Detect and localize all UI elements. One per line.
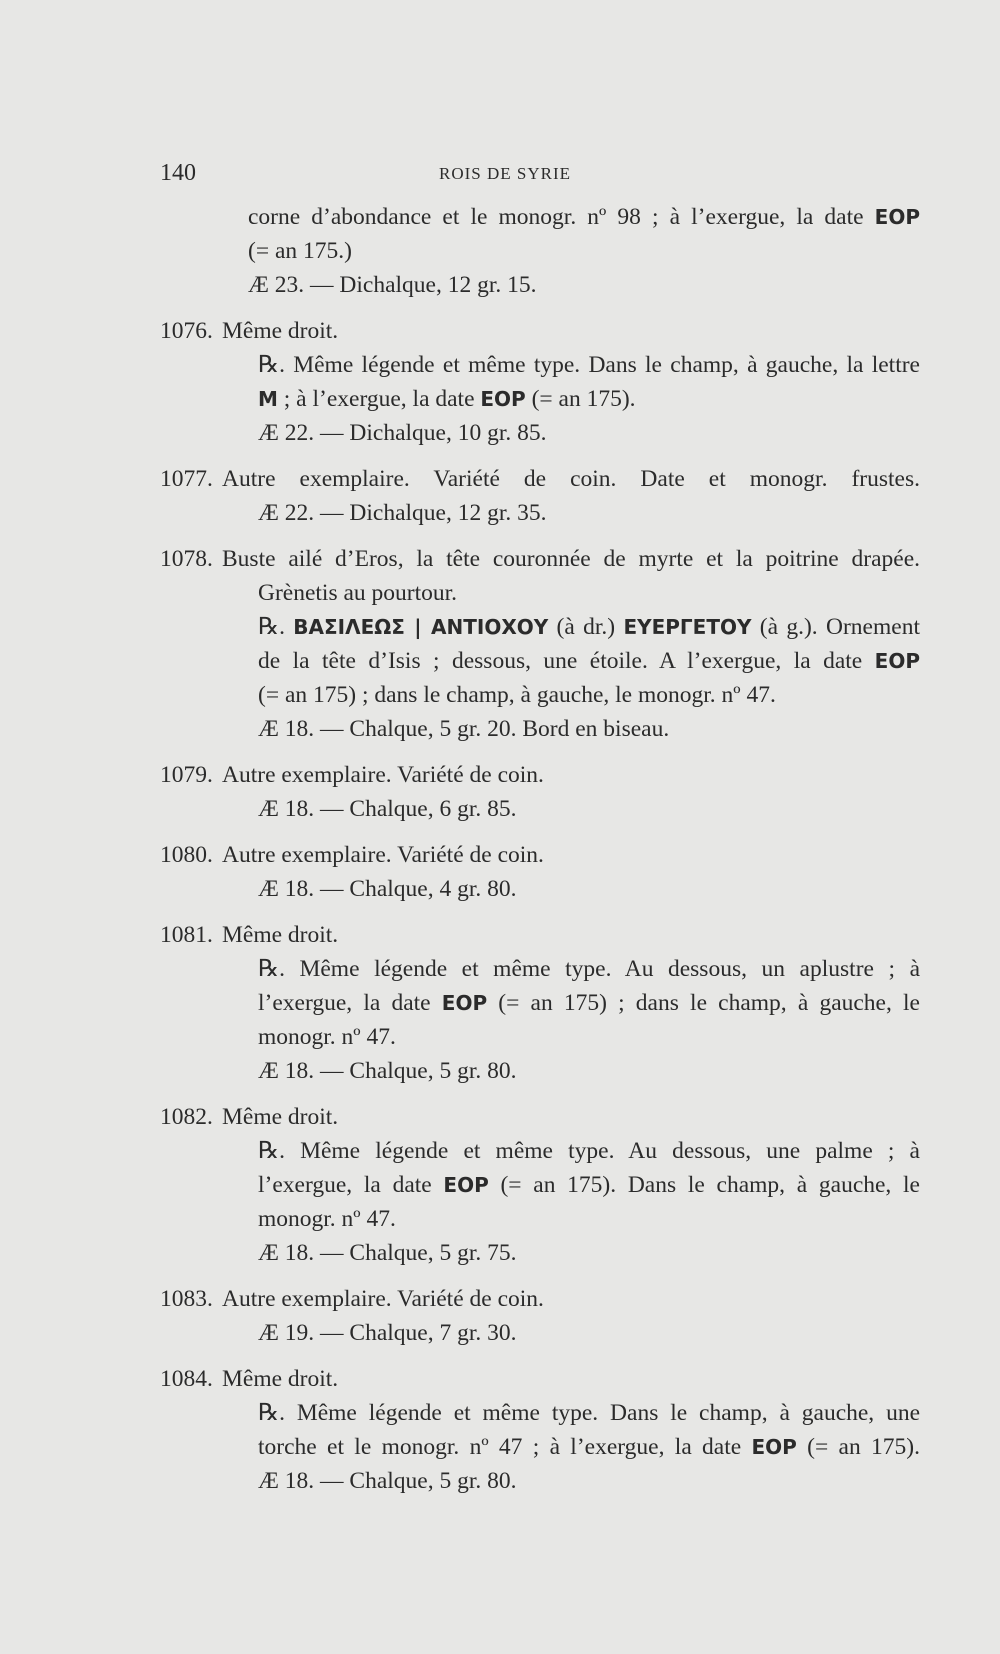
entry-text: (à g.). Ornement — [751, 614, 920, 640]
entry-line — [160, 496, 920, 530]
entry-text: Æ 18. — Chalque, 5 gr. 80. — [258, 1058, 517, 1084]
entry-number: 1082. — [160, 1104, 213, 1130]
entry-text: Autre exemplaire. Variété de coin. — [222, 842, 544, 868]
greek-legend: EOP — [480, 387, 526, 411]
entry-line — [160, 1020, 920, 1054]
greek-legend: EOP — [441, 991, 488, 1015]
entry-line — [160, 678, 920, 712]
entry-line — [160, 1396, 920, 1430]
catalogue-entry-1082 — [160, 1100, 920, 1270]
entry-line — [160, 416, 920, 450]
entry-text: Æ 18. — Chalque, 6 gr. 85. — [258, 796, 517, 822]
entry-number: 1084. — [160, 1366, 213, 1392]
entry-text: Æ 23. — Dichalque, 12 gr. 15. — [248, 272, 537, 298]
entry-line — [160, 542, 920, 576]
entry-line — [160, 576, 920, 610]
greek-legend: EOP — [874, 205, 920, 229]
greek-legend: EOP — [443, 1173, 489, 1197]
entry-line — [160, 314, 920, 348]
entry-text: Même droit. — [222, 1366, 339, 1392]
entry-line — [160, 872, 920, 906]
greek-legend: M — [258, 387, 278, 411]
page-header — [160, 160, 850, 190]
entry-number: 1078. — [160, 546, 213, 572]
entry-text: (= an 175) ; dans le champ, à gauche, le — [487, 990, 920, 1016]
running-title: ROIS DE SYRIE — [438, 164, 571, 183]
entry-line — [160, 1464, 920, 1498]
entry-text: Æ 22. — Dichalque, 10 gr. 85. — [258, 420, 547, 446]
entry-text: torche et le monogr. nº 47 ; à l’exergue, la date — [258, 1434, 752, 1460]
entry-text: Æ 18. — Chalque, 5 gr. 80. — [258, 1468, 517, 1494]
catalogue-entry-1077 — [160, 462, 920, 530]
entry-line — [160, 1054, 920, 1088]
entry-line — [160, 200, 920, 234]
entry-text: Æ 19. — Chalque, 7 gr. 30. — [258, 1320, 517, 1346]
entry-text: Æ 18. — Chalque, 4 gr. 80. — [258, 876, 517, 902]
entry-text: Æ 18. — Chalque, 5 gr. 20. Bord en biseau. — [258, 716, 670, 742]
catalogue-entry-1078 — [160, 542, 920, 746]
entry-text: Même droit. — [222, 922, 339, 948]
entry-line — [160, 644, 920, 678]
entry-line — [160, 838, 920, 872]
catalogue-entry-1083 — [160, 1282, 920, 1350]
greek-legend: EOP — [874, 649, 920, 673]
entry-text: ℞. Même légende et même type. Dans le champ, à gauche, la lettre — [258, 352, 920, 378]
entry-text: Æ 22. — Dichalque, 12 gr. 35. — [258, 500, 547, 526]
catalogue-entry-1080 — [160, 838, 920, 906]
entry-line — [160, 348, 920, 382]
entry-text: corne d’abondance et le monogr. nº 98 ; à l’exergue, la date — [248, 204, 875, 230]
entry-line — [160, 758, 920, 792]
entry-number: 1077. — [160, 466, 213, 492]
entry-text: ℞. Même légende et même type. Dans le champ, à gauche, une — [258, 1400, 920, 1426]
entry-number: 1080. — [160, 842, 213, 868]
entry-text: (= an 175) ; dans le champ, à gauche, le monogr. nº 47. — [258, 682, 776, 708]
entry-text: Autre exemplaire. Variété de coin. Date et monogr. frustes. — [222, 466, 920, 492]
entry-line — [160, 1168, 920, 1202]
entry-text: l’exergue, la date — [258, 1172, 444, 1198]
entry-text: monogr. nº 47. — [258, 1024, 396, 1050]
entry-text: Même droit. — [222, 1104, 339, 1130]
entry-text: Grènetis au pourtour. — [258, 580, 458, 606]
entry-text: Même droit. — [222, 318, 339, 344]
catalogue-entry-1079 — [160, 758, 920, 826]
entry-line — [160, 268, 920, 302]
entry-text: ; à l’exergue, la date — [277, 386, 481, 412]
entry-line — [160, 1134, 920, 1168]
catalogue-entries — [160, 200, 920, 1510]
greek-legend: EOP — [751, 1435, 797, 1459]
entry-text: ℞. — [258, 614, 294, 640]
entry-line — [160, 1100, 920, 1134]
entry-line — [160, 382, 920, 416]
entry-number: 1083. — [160, 1286, 213, 1312]
entry-text: Buste ailé d’Eros, la tête couronnée de myrte et la poitrine drapée. — [222, 546, 920, 572]
entry-line — [160, 986, 920, 1020]
entry-text: (= an 175). — [525, 386, 636, 412]
entry-text: Æ 18. — Chalque, 5 gr. 75. — [258, 1240, 517, 1266]
entry-text: (= an 175.) — [248, 238, 352, 264]
entry-number: 1079. — [160, 762, 213, 788]
entry-text: ℞. Même légende et même type. Au dessous, une palme ; à — [258, 1138, 920, 1164]
entry-line — [160, 792, 920, 826]
entry-line — [160, 1236, 920, 1270]
page-number: 140 — [160, 160, 196, 186]
catalogue-entry-cont — [160, 200, 920, 302]
entry-text: (= an 175). — [796, 1434, 920, 1460]
entry-line — [160, 610, 920, 644]
entry-number: 1076. — [160, 318, 213, 344]
entry-line — [160, 462, 920, 496]
entry-line — [160, 1430, 920, 1464]
entry-text: monogr. nº 47. — [258, 1206, 396, 1232]
entry-text: de la tête d’Isis ; dessous, une étoile. A l’exergue, la date — [258, 648, 875, 674]
entry-line — [160, 1316, 920, 1350]
catalogue-entry-1081 — [160, 918, 920, 1088]
catalogue-entry-1076 — [160, 314, 920, 450]
entry-text: (= an 175). Dans le champ, à gauche, le — [488, 1172, 920, 1198]
entry-text: (à dr.) — [548, 614, 624, 640]
entry-line — [160, 1282, 920, 1316]
entry-text: Autre exemplaire. Variété de coin. — [222, 1286, 544, 1312]
entry-text: l’exergue, la date — [258, 990, 442, 1016]
entry-number: 1081. — [160, 922, 213, 948]
entry-line — [160, 918, 920, 952]
catalogue-entry-1084 — [160, 1362, 920, 1498]
entry-line — [160, 712, 920, 746]
entry-line — [160, 234, 920, 268]
entry-line — [160, 1202, 920, 1236]
entry-line — [160, 952, 920, 986]
entry-text: ℞. Même légende et même type. Au dessous, un aplustre ; à — [258, 956, 920, 982]
greek-legend: ΕΥΕΡΓΕΤΟΥ — [623, 615, 752, 639]
entry-text: Autre exemplaire. Variété de coin. — [222, 762, 544, 788]
entry-line — [160, 1362, 920, 1396]
greek-legend: ΒΑΣΙΛΕΩΣ | ΑΝΤΙΟΧΟΥ — [293, 615, 549, 639]
